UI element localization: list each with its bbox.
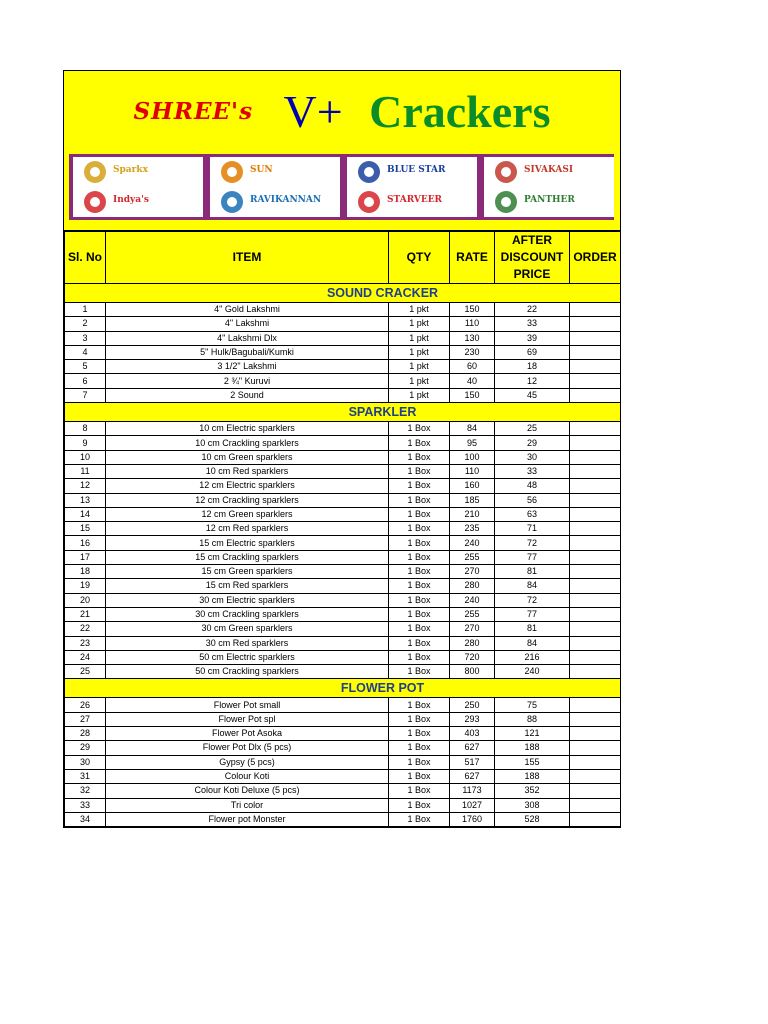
qty-cell: 1 Box	[389, 755, 450, 769]
item-cell: 15 cm Electric sparklers	[106, 536, 389, 550]
discount-price-cell: 72	[495, 593, 570, 607]
item-cell: 12 cm Red sparklers	[106, 522, 389, 536]
rate-cell: 130	[450, 331, 495, 345]
table-row	[65, 450, 621, 464]
rate-cell: 210	[450, 507, 495, 521]
order-cell[interactable]	[570, 493, 621, 507]
rate-cell: 110	[450, 317, 495, 331]
rate-cell: 720	[450, 650, 495, 664]
rate-cell: 627	[450, 741, 495, 755]
price-list-sheet	[63, 70, 621, 828]
col-header-after-discount: AFTER DISCOUNT PRICE	[495, 232, 570, 284]
table-row	[65, 579, 621, 593]
section-title: FLOWER POT	[340, 681, 425, 696]
qty-cell: 1 Box	[389, 593, 450, 607]
item-cell: Flower Pot Dlx (5 pcs)	[106, 741, 389, 755]
item-cell: 4" Lakshmi Dlx	[106, 331, 389, 345]
discount-price-cell: 30	[495, 450, 570, 464]
table-row	[65, 303, 621, 317]
table-row	[65, 345, 621, 359]
item-cell: 2 ¾" Kuruvi	[106, 374, 389, 388]
discount-price-cell: 240	[495, 665, 570, 679]
item-cell: 30 cm Electric sparklers	[106, 593, 389, 607]
brand-logo	[484, 157, 614, 187]
rate-cell: 403	[450, 727, 495, 741]
rate-cell: 270	[450, 565, 495, 579]
item-cell: 50 cm Crackling sparklers	[106, 665, 389, 679]
order-cell[interactable]	[570, 741, 621, 755]
sl-no-cell: 21	[65, 607, 106, 621]
item-cell: Colour Koti	[106, 769, 389, 783]
table-row	[65, 550, 621, 564]
col-header-qty: QTY	[389, 232, 450, 284]
qty-cell: 1 Box	[389, 464, 450, 478]
qty-cell: 1 Box	[389, 698, 450, 712]
brand-logo	[484, 187, 614, 217]
sl-no-cell: 11	[65, 464, 106, 478]
section-header-row	[65, 679, 621, 698]
item-cell: Flower Pot small	[106, 698, 389, 712]
section-title-cell	[65, 679, 621, 698]
brand-logo-name: Indya's	[113, 195, 149, 205]
item-cell: 4" Gold Lakshmi	[106, 303, 389, 317]
brand-logo	[73, 157, 203, 187]
discount-price-cell: 88	[495, 712, 570, 726]
sl-no-cell: 17	[65, 550, 106, 564]
sl-no-cell: 18	[65, 565, 106, 579]
rate-cell: 1027	[450, 798, 495, 812]
sl-no-cell: 25	[65, 665, 106, 679]
sl-no-cell: 34	[65, 812, 106, 826]
sl-no-cell: 33	[65, 798, 106, 812]
discount-price-cell: 45	[495, 388, 570, 402]
sl-no-cell: 15	[65, 522, 106, 536]
item-cell: 30 cm Red sparklers	[106, 636, 389, 650]
item-cell: 15 cm Green sparklers	[106, 565, 389, 579]
table-row	[65, 422, 621, 436]
order-cell[interactable]	[570, 622, 621, 636]
table-row	[65, 727, 621, 741]
order-cell[interactable]	[570, 812, 621, 826]
section-title-cell	[65, 403, 621, 422]
sl-no-cell: 32	[65, 784, 106, 798]
brand-logo	[347, 157, 477, 187]
table-row	[65, 360, 621, 374]
item-cell: Flower pot Monster	[106, 812, 389, 826]
brand-logo	[347, 187, 477, 217]
order-cell[interactable]	[570, 665, 621, 679]
rate-cell: 627	[450, 769, 495, 783]
col-header-order: ORDER	[570, 232, 621, 284]
qty-cell: 1 Box	[389, 812, 450, 826]
item-cell: Gypsy (5 pcs)	[106, 755, 389, 769]
item-cell: 50 cm Electric sparklers	[106, 650, 389, 664]
sl-no-cell: 27	[65, 712, 106, 726]
item-cell: 10 cm Electric sparklers	[106, 422, 389, 436]
discount-price-cell: 75	[495, 698, 570, 712]
item-cell: 4" Lakshmi	[106, 317, 389, 331]
discount-price-cell: 84	[495, 579, 570, 593]
item-cell: Colour Koti Deluxe (5 pcs)	[106, 784, 389, 798]
sl-no-cell: 20	[65, 593, 106, 607]
table-row	[65, 317, 621, 331]
table-row	[65, 479, 621, 493]
table-row	[65, 755, 621, 769]
qty-cell: 1 Box	[389, 550, 450, 564]
brand-main: V+	[283, 86, 343, 137]
item-cell: 10 cm Green sparklers	[106, 450, 389, 464]
order-cell[interactable]	[570, 550, 621, 564]
order-cell[interactable]	[570, 607, 621, 621]
rate-cell: 235	[450, 522, 495, 536]
rate-cell: 40	[450, 374, 495, 388]
order-cell[interactable]	[570, 479, 621, 493]
qty-cell: 1 pkt	[389, 374, 450, 388]
order-cell[interactable]	[570, 388, 621, 402]
qty-cell: 1 pkt	[389, 331, 450, 345]
table-row	[65, 769, 621, 783]
qty-cell: 1 Box	[389, 784, 450, 798]
qty-cell: 1 Box	[389, 769, 450, 783]
section-title: SOUND CRACKER	[326, 286, 439, 300]
rate-cell: 100	[450, 450, 495, 464]
brand-logo	[210, 157, 340, 187]
sl-no-cell: 19	[65, 579, 106, 593]
order-cell[interactable]	[570, 650, 621, 664]
order-cell[interactable]	[570, 450, 621, 464]
discount-price-cell: 25	[495, 422, 570, 436]
discount-price-cell: 39	[495, 331, 570, 345]
item-cell: Flower Pot Asoka	[106, 727, 389, 741]
discount-price-cell: 77	[495, 607, 570, 621]
order-cell[interactable]	[570, 698, 621, 712]
discount-price-cell: 188	[495, 769, 570, 783]
rate-cell: 1173	[450, 784, 495, 798]
qty-cell: 1 Box	[389, 622, 450, 636]
discount-price-cell: 12	[495, 374, 570, 388]
qty-cell: 1 pkt	[389, 303, 450, 317]
rate-cell: 280	[450, 579, 495, 593]
qty-cell: 1 Box	[389, 579, 450, 593]
sl-no-cell: 8	[65, 422, 106, 436]
sl-no-cell: 4	[65, 345, 106, 359]
table-row	[65, 522, 621, 536]
item-cell: 12 cm Electric sparklers	[106, 479, 389, 493]
item-cell: 15 cm Crackling sparklers	[106, 550, 389, 564]
qty-cell: 1 Box	[389, 479, 450, 493]
brand-logo-name: Sparkx	[113, 165, 148, 175]
order-cell[interactable]	[570, 727, 621, 741]
qty-cell: 1 Box	[389, 536, 450, 550]
rate-cell: 1760	[450, 812, 495, 826]
sl-no-cell: 9	[65, 436, 106, 450]
table-row	[65, 784, 621, 798]
brand-logo-name: BLUE STAR	[387, 165, 446, 175]
sl-no-cell: 29	[65, 741, 106, 755]
rate-cell: 800	[450, 665, 495, 679]
item-cell: 3 1/2" Lakshmi	[106, 360, 389, 374]
item-cell: 10 cm Crackling sparklers	[106, 436, 389, 450]
qty-cell: 1 pkt	[389, 388, 450, 402]
header-banner	[64, 71, 620, 231]
order-cell[interactable]	[570, 345, 621, 359]
sl-no-cell: 3	[65, 331, 106, 345]
rate-cell: 240	[450, 536, 495, 550]
discount-price-cell: 155	[495, 755, 570, 769]
discount-price-cell: 81	[495, 565, 570, 579]
order-cell[interactable]	[570, 565, 621, 579]
table-row	[65, 536, 621, 550]
table-row	[65, 812, 621, 826]
rate-cell: 60	[450, 360, 495, 374]
section-title-cell	[65, 284, 621, 303]
order-cell[interactable]	[570, 755, 621, 769]
brand-prefix: SHREE's	[133, 98, 254, 125]
rate-cell: 230	[450, 345, 495, 359]
col-header-item: ITEM	[106, 232, 389, 284]
qty-cell: 1 Box	[389, 522, 450, 536]
table-row	[65, 698, 621, 712]
qty-cell: 1 Box	[389, 507, 450, 521]
discount-price-cell: 77	[495, 550, 570, 564]
order-cell[interactable]	[570, 712, 621, 726]
order-cell[interactable]	[570, 436, 621, 450]
section-title: SPARKLER	[348, 405, 417, 420]
discount-price-cell: 33	[495, 464, 570, 478]
sl-no-cell: 28	[65, 727, 106, 741]
discount-price-cell: 308	[495, 798, 570, 812]
discount-price-cell: 81	[495, 622, 570, 636]
item-cell: 15 cm Red sparklers	[106, 579, 389, 593]
discount-price-cell: 69	[495, 345, 570, 359]
qty-cell: 1 Box	[389, 422, 450, 436]
qty-cell: 1 Box	[389, 665, 450, 679]
sl-no-cell: 23	[65, 636, 106, 650]
col-header-sl-no: Sl. No	[65, 232, 106, 284]
order-cell[interactable]	[570, 507, 621, 521]
section-header-row	[65, 403, 621, 422]
sl-no-cell: 7	[65, 388, 106, 402]
brand-logo	[73, 187, 203, 217]
col-header-rate: RATE	[450, 232, 495, 284]
discount-price-cell: 48	[495, 479, 570, 493]
order-cell[interactable]	[570, 579, 621, 593]
item-cell: Flower Pot spl	[106, 712, 389, 726]
brand-suffix: Crackers	[369, 86, 551, 137]
rate-cell: 255	[450, 550, 495, 564]
order-cell[interactable]	[570, 536, 621, 550]
item-cell: Tri color	[106, 798, 389, 812]
sl-no-cell: 22	[65, 622, 106, 636]
rate-cell: 150	[450, 388, 495, 402]
rate-cell: 160	[450, 479, 495, 493]
sl-no-cell: 31	[65, 769, 106, 783]
sl-no-cell: 13	[65, 493, 106, 507]
discount-price-cell: 188	[495, 741, 570, 755]
brand-logo-name: STARVEER	[387, 195, 443, 205]
section-header-row	[65, 284, 621, 303]
brand-logo-name: SUN	[250, 165, 273, 175]
qty-cell: 1 Box	[389, 607, 450, 621]
qty-cell: 1 Box	[389, 565, 450, 579]
rate-cell: 280	[450, 636, 495, 650]
discount-price-cell: 72	[495, 536, 570, 550]
discount-price-cell: 33	[495, 317, 570, 331]
sl-no-cell: 16	[65, 536, 106, 550]
rate-cell: 110	[450, 464, 495, 478]
discount-price-cell: 22	[495, 303, 570, 317]
table-row	[65, 374, 621, 388]
item-cell: 12 cm Green sparklers	[106, 507, 389, 521]
rate-cell: 250	[450, 698, 495, 712]
discount-price-cell: 121	[495, 727, 570, 741]
table-row	[65, 464, 621, 478]
brand-logo-strip	[69, 154, 614, 220]
table-row	[65, 565, 621, 579]
order-cell[interactable]	[570, 360, 621, 374]
rate-cell: 255	[450, 607, 495, 621]
sl-no-cell: 6	[65, 374, 106, 388]
order-cell[interactable]	[570, 636, 621, 650]
brand-logo-name: SIVAKASI	[524, 165, 574, 175]
table-row	[65, 331, 621, 345]
discount-price-cell: 71	[495, 522, 570, 536]
sl-no-cell: 2	[65, 317, 106, 331]
sl-no-cell: 26	[65, 698, 106, 712]
discount-price-cell: 216	[495, 650, 570, 664]
qty-cell: 1 Box	[389, 493, 450, 507]
sl-no-cell: 24	[65, 650, 106, 664]
discount-price-cell: 528	[495, 812, 570, 826]
table-row	[65, 493, 621, 507]
sl-no-cell: 1	[65, 303, 106, 317]
item-cell: 2 Sound	[106, 388, 389, 402]
table-row	[65, 741, 621, 755]
sl-no-cell: 12	[65, 479, 106, 493]
table-row	[65, 665, 621, 679]
brand-logo-name: RAVIKANNAN	[250, 195, 322, 205]
order-cell[interactable]	[570, 422, 621, 436]
qty-cell: 1 pkt	[389, 360, 450, 374]
sl-no-cell: 30	[65, 755, 106, 769]
order-cell[interactable]	[570, 374, 621, 388]
sl-no-cell: 14	[65, 507, 106, 521]
rate-cell: 150	[450, 303, 495, 317]
order-cell[interactable]	[570, 331, 621, 345]
item-cell: 30 cm Green sparklers	[106, 622, 389, 636]
sl-no-cell: 10	[65, 450, 106, 464]
order-cell[interactable]	[570, 317, 621, 331]
order-cell[interactable]	[570, 798, 621, 812]
qty-cell: 1 Box	[389, 436, 450, 450]
table-row	[65, 798, 621, 812]
item-cell: 30 cm Crackling sparklers	[106, 607, 389, 621]
table-row	[65, 622, 621, 636]
sl-no-cell: 5	[65, 360, 106, 374]
qty-cell: 1 Box	[389, 727, 450, 741]
discount-price-cell: 63	[495, 507, 570, 521]
table-row	[65, 593, 621, 607]
discount-price-cell: 352	[495, 784, 570, 798]
price-table	[64, 231, 621, 827]
rate-cell: 240	[450, 593, 495, 607]
qty-cell: 1 Box	[389, 636, 450, 650]
rate-cell: 95	[450, 436, 495, 450]
column-header-row	[65, 232, 621, 284]
order-cell[interactable]	[570, 784, 621, 798]
qty-cell: 1 pkt	[389, 317, 450, 331]
order-cell[interactable]	[570, 522, 621, 536]
table-row	[65, 712, 621, 726]
discount-price-cell: 29	[495, 436, 570, 450]
item-cell: 5" Hulk/Bagubali/Kumki	[106, 345, 389, 359]
qty-cell: 1 Box	[389, 741, 450, 755]
discount-price-cell: 18	[495, 360, 570, 374]
table-row	[65, 507, 621, 521]
rate-cell: 517	[450, 755, 495, 769]
item-cell: 12 cm Crackling sparklers	[106, 493, 389, 507]
order-cell[interactable]	[570, 593, 621, 607]
brand-logo-name: PANTHER	[524, 195, 575, 205]
table-row	[65, 607, 621, 621]
table-row	[65, 650, 621, 664]
qty-cell: 1 Box	[389, 712, 450, 726]
qty-cell: 1 Box	[389, 450, 450, 464]
discount-price-cell: 56	[495, 493, 570, 507]
order-cell[interactable]	[570, 769, 621, 783]
qty-cell: 1 pkt	[389, 345, 450, 359]
qty-cell: 1 Box	[389, 798, 450, 812]
order-cell[interactable]	[570, 464, 621, 478]
table-row	[65, 636, 621, 650]
table-row	[65, 388, 621, 402]
rate-cell: 84	[450, 422, 495, 436]
brand-title	[64, 85, 620, 145]
qty-cell: 1 Box	[389, 650, 450, 664]
brand-logo	[210, 187, 340, 217]
rate-cell: 185	[450, 493, 495, 507]
rate-cell: 293	[450, 712, 495, 726]
rate-cell: 270	[450, 622, 495, 636]
item-cell: 10 cm Red sparklers	[106, 464, 389, 478]
discount-price-cell: 84	[495, 636, 570, 650]
order-cell[interactable]	[570, 303, 621, 317]
table-row	[65, 436, 621, 450]
